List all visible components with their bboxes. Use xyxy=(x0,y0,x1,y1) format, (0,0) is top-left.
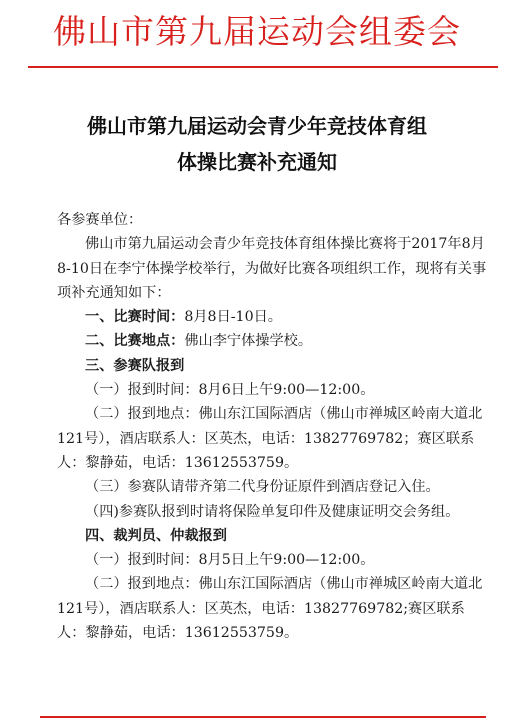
notice-title-line-1: 佛山市第九届运动会青少年竞技体育组 xyxy=(87,114,427,138)
section-1 xyxy=(57,305,487,329)
header-divider xyxy=(28,66,498,68)
section-3-item-4: （四)参赛队报到时请将保险单复印件及健康证明交会务组。 xyxy=(85,503,460,520)
section-2-text: 佛山李宁体操学校。 xyxy=(184,333,313,350)
section-3-item-3: （三）参赛队请带齐第二代身份证原件到酒店登记入住。 xyxy=(85,479,440,496)
section-3-item-1: （一）报到时间：8月6日上午9:00—12:00。 xyxy=(85,382,375,399)
section-4-item-2: （二）报到地点：佛山东江国际酒店（佛山市禅城区岭南大道北121号），酒店联系人：区英杰，电话：13827769782;赛区联系人：黎静茹，电话：13612553759。 xyxy=(57,576,483,642)
section-1-heading: 一、比赛时间： xyxy=(85,309,185,326)
notice-body xyxy=(57,208,487,645)
footer-divider xyxy=(40,716,486,718)
intro-paragraph: 佛山市第九届运动会青少年竞技体育组体操比赛将于2017年8月8-10日在李宁体操学校举行，为做好比赛各项组织工作，现将有关事项补充通知如下： xyxy=(57,236,487,301)
section-2-heading: 二、比赛地点： xyxy=(85,333,185,350)
section-2 xyxy=(57,329,487,353)
notice-title-line-2: 体操比赛补充通知 xyxy=(177,150,337,174)
section-4-heading: 四、裁判员、仲裁报到 xyxy=(85,527,227,544)
issuer-header: 佛山市第九届运动会组委会 xyxy=(53,12,461,51)
section-1-text: 8月8日-10日。 xyxy=(184,309,282,326)
section-4-item-1: （一）报到时间：8月5日上午9:00—12:00。 xyxy=(85,552,375,569)
salutation: 各参赛单位： xyxy=(57,212,143,228)
section-3-item-2: （二）报到地点：佛山东江国际酒店（佛山市禅城区岭南大道北121号），酒店联系人：区英杰，电话：13827769782；赛区联系人：黎静茹，电话：13612553759。 xyxy=(57,406,483,471)
section-3-heading: 三、参赛队报到 xyxy=(85,357,185,374)
